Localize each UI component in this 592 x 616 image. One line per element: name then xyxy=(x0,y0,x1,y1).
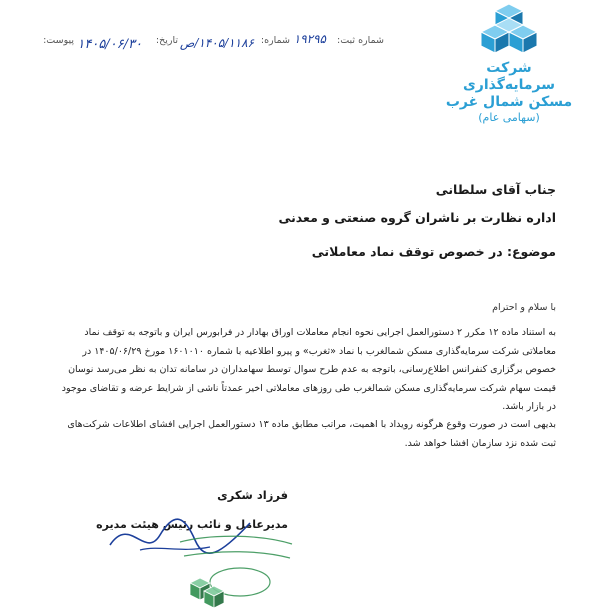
company-name-line2: مسکن شمال غرب xyxy=(445,94,573,110)
company-stamp xyxy=(170,530,300,610)
greeting: با سلام و احترام xyxy=(492,302,556,313)
department: اداره نظارت بر ناشران گروه صنعتی و معدنی xyxy=(278,210,556,225)
attachment-label: پیوست: xyxy=(43,35,74,46)
registration-number: ۱۹۲۹۵ xyxy=(293,32,326,46)
letter-date: ۱۴۰۵/۰۶/۳۰ xyxy=(77,37,142,52)
cube-logo-icon xyxy=(463,2,555,60)
subject: موضوع: در خصوص توقف نماد معاملاتی xyxy=(311,244,556,259)
company-logo xyxy=(444,2,574,125)
letter-number: ۱۴۰۵/۱۱۸۶/ص xyxy=(179,36,254,50)
registration-label: شماره ثبت: xyxy=(337,35,384,46)
recipient: جناب آقای سلطانی xyxy=(435,182,556,197)
company-name-line1: شرکت سرمایه‌گذاری xyxy=(462,60,556,93)
body-paragraph-1: به استناد ماده ۱۲ مکرر ۲ دستورالعمل اجرایی نحوه انجام معاملات اوراق بهادار در فرابورس ایران و باتوجه به توقف نماد معاملاتی شرکت سرمایه‌گذاری مسکن شمالغرب با نماد «ثغرب» و پیرو اطلاعیه با شماره ۱۶۰۱۰۱۰ مورخ ۱۴۰۵/۰۶/۲۹ در خصوص برگزاری کنفرانس اطلاع‌رسانی، باتوجه به عدم طرح سوال توسط سهامداران در سامانه تدان به نظر می‌رسد نوسان قیمت سهام شرکت سرمایه‌گذاری مسکن شمالغرب طی روزهای معاملاتی اخیر عمدتاً ناشی از شرایط عرضه و تقاضای موجود در بازار باشد. xyxy=(61,327,556,412)
company-type: (سهامی عام) xyxy=(478,111,540,124)
signatory-name: فرزاد شکری xyxy=(217,488,288,502)
date-label: تاریخ: xyxy=(155,35,178,46)
number-label: شماره: xyxy=(260,35,290,46)
body-paragraph-2: بدیهی است در صورت وقوع هرگونه رویداد با اهمیت، مراتب مطابق ماده ۱۳ دستورالعمل اجرایی افشای اطلاعات شرکت‌های ثبت شده نزد سازمان افشا خواهد شد. xyxy=(67,419,556,449)
signatory-title: مدیرعامل و نائب رئیس هیئت مدیره xyxy=(96,518,288,531)
letter-meta xyxy=(44,30,384,58)
